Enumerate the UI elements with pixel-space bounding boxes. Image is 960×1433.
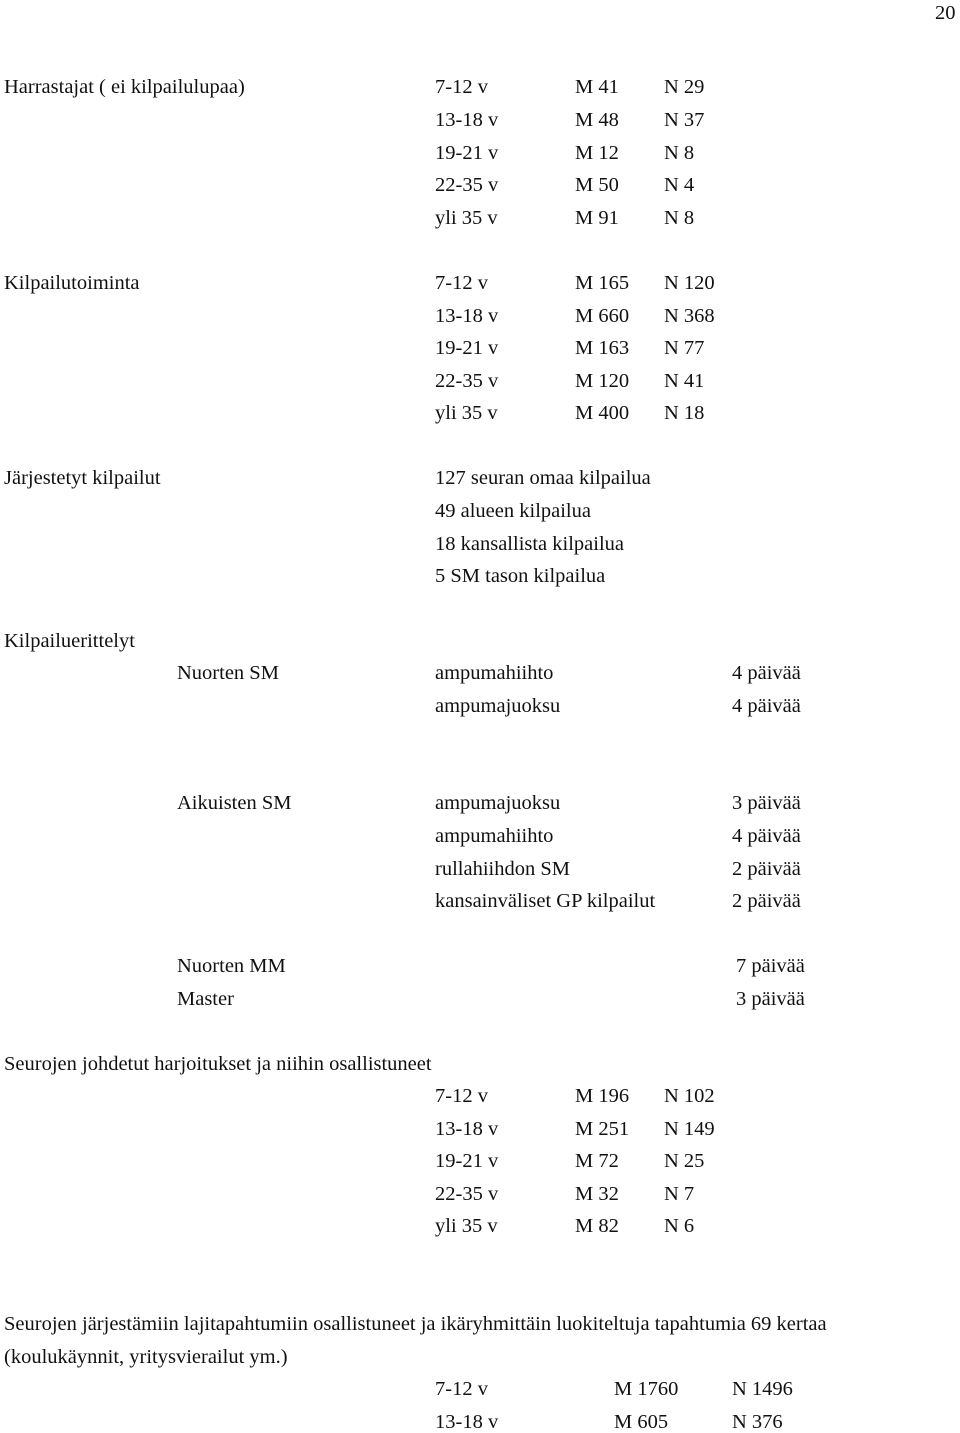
female-count: N 8 (664, 207, 695, 229)
category-label-nuorten-mm: Nuorten MM (177, 955, 286, 977)
female-count: N 25 (664, 1150, 705, 1172)
female-count: N 4 (664, 174, 695, 196)
female-count: N 6 (664, 1215, 695, 1237)
male-count: M 251 (575, 1118, 630, 1140)
age-group: 7-12 v (435, 1085, 488, 1107)
page-number: 20 (935, 2, 956, 24)
age-group: 22-35 v (435, 1183, 499, 1205)
age-group: 22-35 v (435, 370, 499, 392)
age-group: 7-12 v (435, 76, 488, 98)
event-name: ampumajuoksu (435, 792, 561, 814)
male-count: M 32 (575, 1183, 619, 1205)
female-count: N 7 (664, 1183, 695, 1205)
age-group: 13-18 v (435, 305, 499, 327)
female-count: N 368 (664, 305, 715, 327)
male-count: M 91 (575, 207, 619, 229)
list-item: 18 kansallista kilpailua (435, 533, 625, 555)
event-name: ampumajuoksu (435, 695, 561, 717)
female-count: N 376 (732, 1411, 783, 1433)
age-group: yli 35 v (435, 402, 498, 424)
male-count: M 72 (575, 1150, 619, 1172)
female-count: N 18 (664, 402, 705, 424)
section-title-tapahtumat: Seurojen järjestämiin lajitapahtumiin osallistuneet ja ikäryhmittäin luokiteltuja tapahtumia 69 kertaa (4, 1313, 827, 1335)
female-count: N 8 (664, 142, 695, 164)
category-label-aikuisten-sm: Aikuisten SM (177, 792, 292, 814)
age-group: 13-18 v (435, 1411, 499, 1433)
event-days: 4 päivää (732, 825, 801, 847)
section-note-tapahtumat: (koulukäynnit, yritysvierailut ym.) (4, 1346, 288, 1368)
event-days: 7 päivää (736, 955, 805, 977)
female-count: N 77 (664, 337, 705, 359)
section-title-kilpailutoiminta: Kilpailutoiminta (4, 272, 140, 294)
male-count: M 605 (614, 1411, 669, 1433)
female-count: N 120 (664, 272, 715, 294)
male-count: M 48 (575, 109, 619, 131)
male-count: M 196 (575, 1085, 630, 1107)
male-count: M 400 (575, 402, 630, 424)
age-group: yli 35 v (435, 207, 498, 229)
female-count: N 102 (664, 1085, 715, 1107)
age-group: 22-35 v (435, 174, 499, 196)
category-label-master: Master (177, 988, 234, 1010)
female-count: N 29 (664, 76, 705, 98)
section-title-kilpailuerittelyt: Kilpailuerittelyt (4, 630, 135, 652)
event-name: ampumahiihto (435, 662, 554, 684)
list-item: 5 SM tason kilpailua (435, 565, 606, 587)
female-count: N 41 (664, 370, 705, 392)
list-item: 49 alueen kilpailua (435, 500, 591, 522)
age-group: 7-12 v (435, 272, 488, 294)
event-name: kansainväliset GP kilpailut (435, 890, 656, 912)
category-label-nuorten-sm: Nuorten SM (177, 662, 279, 684)
event-name: rullahiihdon SM (435, 858, 570, 880)
event-days: 3 päivää (736, 988, 805, 1010)
event-days: 4 päivää (732, 662, 801, 684)
female-count: N 37 (664, 109, 705, 131)
female-count: N 1496 (732, 1378, 793, 1400)
event-days: 3 päivää (732, 792, 801, 814)
male-count: M 12 (575, 142, 619, 164)
male-count: M 120 (575, 370, 630, 392)
age-group: 13-18 v (435, 109, 499, 131)
male-count: M 660 (575, 305, 630, 327)
section-title-harrastajat: Harrastajat ( ei kilpailulupaa) (4, 76, 245, 98)
age-group: 13-18 v (435, 1118, 499, 1140)
section-title-harjoitukset: Seurojen johdetut harjoitukset ja niihin osallistuneet (4, 1053, 432, 1075)
age-group: yli 35 v (435, 1215, 498, 1237)
event-days: 2 päivää (732, 858, 801, 880)
list-item: 127 seuran omaa kilpailua (435, 467, 651, 489)
event-name: ampumahiihto (435, 825, 554, 847)
male-count: M 50 (575, 174, 619, 196)
male-count: M 82 (575, 1215, 619, 1237)
age-group: 19-21 v (435, 1150, 499, 1172)
male-count: M 1760 (614, 1378, 679, 1400)
age-group: 19-21 v (435, 142, 499, 164)
female-count: N 149 (664, 1118, 715, 1140)
age-group: 7-12 v (435, 1378, 488, 1400)
male-count: M 41 (575, 76, 619, 98)
male-count: M 163 (575, 337, 630, 359)
event-days: 2 päivää (732, 890, 801, 912)
age-group: 19-21 v (435, 337, 499, 359)
male-count: M 165 (575, 272, 630, 294)
section-title-jarjestetyt-kilpailut: Järjestetyt kilpailut (4, 467, 161, 489)
event-days: 4 päivää (732, 695, 801, 717)
